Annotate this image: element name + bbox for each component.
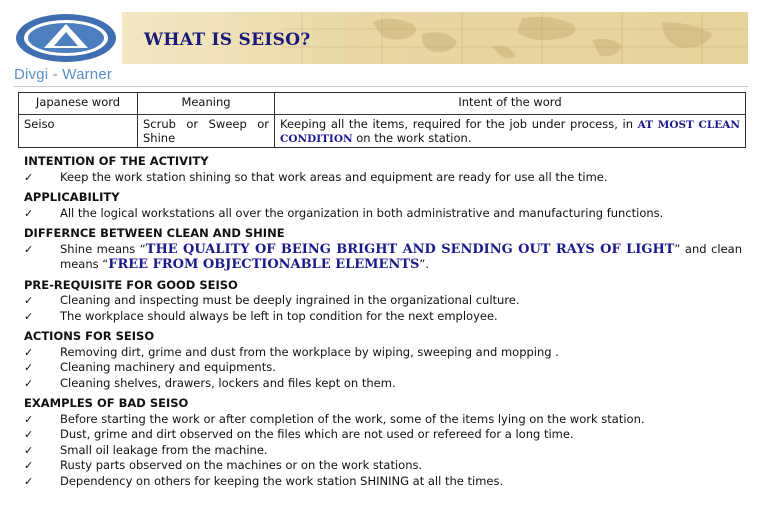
header-divider [14,86,748,87]
difference-text-2: ” and clean means “ [60,241,742,271]
list-item-text: The workplace should always be left in top condition for the next employee. [60,308,498,323]
cell-word: Seiso [19,115,138,148]
column-header-meaning: Meaning [138,93,275,115]
section-title-prerequisite: PRE-REQUISITE FOR GOOD SEISO [24,277,238,292]
section-title-examples: EXAMPLES OF BAD SEISO [24,396,189,410]
check-icon: ✓ [24,474,34,488]
shine-definition: THE QUALITY OF BEING BRIGHT AND SENDING OUT RAYS OF LIGHT [145,241,675,257]
table-row [19,115,746,148]
content-area [24,154,742,489]
list-item [24,443,742,459]
list-item-text: Rusty parts observed on the machines or on the work stations. [60,458,423,472]
check-icon: ✓ [24,443,34,457]
section-title-difference: DIFFERNCE BETWEEN CLEAN AND SHINE [24,226,285,240]
check-icon: ✓ [24,170,34,184]
check-icon: ✓ [24,412,34,426]
section-title-actions: ACTIONS FOR SEISO [24,329,155,343]
list-item-text: Before starting the work or after completion of the work, some of the items lying on the work station. [60,411,645,426]
column-header-japanese-word: Japanese word [19,93,138,115]
list-item [24,376,742,392]
list-item-text: All the logical workstations all over the organization in both administrative and manufacturing functions. [60,205,664,220]
table-header-row [19,93,746,115]
check-icon: ✓ [24,428,34,441]
brand-name: Divgi - Warner [14,66,113,83]
cell-intent [275,115,746,148]
header-banner [122,12,748,64]
logo-emblem-icon [14,12,118,64]
check-icon: ✓ [24,242,34,256]
difference-text-3: ”. [419,257,430,271]
list-item-text: Keep the work station shining so that work areas and equipment are ready for use all the time. [60,169,608,184]
list-item [24,474,742,490]
list-item [24,309,742,325]
check-icon: ✓ [24,361,34,374]
check-icon: ✓ [24,345,34,359]
intent-suffix: on the work station. [352,131,472,145]
intent-text: Keeping all the items, required for the job under process, in [280,117,638,131]
definition-table [18,92,746,148]
section-title-applicability: APPLICABILITY [24,190,120,204]
check-icon: ✓ [24,206,34,220]
column-header-intent: Intent of the word [275,93,746,115]
check-icon: ✓ [24,459,34,472]
cell-meaning: Scrub or Sweep or Shine [138,115,275,148]
list-item-text: Cleaning and inspecting must be deeply ingrained in the organizational culture. [60,293,520,307]
check-icon: ✓ [24,376,34,390]
list-item [24,412,742,428]
list-item-text: Removing dirt, grime and dust from the workplace by wiping, sweeping and mopping . [60,344,559,359]
list-item [24,170,742,186]
clean-definition: FREE FROM OBJECTIONABLE ELEMENTS [108,257,420,272]
list-item [24,427,742,443]
list-item [24,206,742,222]
list-item-text: Small oil leakage from the machine. [60,442,268,457]
list-item [24,293,742,309]
check-icon: ✓ [24,309,34,323]
list-item-text: Dust, grime and dirt observed on the files which are not used or refereed for a long time. [60,427,574,441]
list-item-text: Cleaning machinery and equipments. [60,360,276,374]
list-item [24,458,742,474]
list-item [24,345,742,361]
list-item [24,242,742,273]
list-item-text: Cleaning shelves, drawers, lockers and files kept on them. [60,375,396,390]
list-item [24,360,742,376]
check-icon: ✓ [24,294,34,307]
intent-highlight: AT MOST CLEAN CONDITION [280,119,741,145]
page-title: WHAT IS SEISO? [144,30,311,50]
difference-text-1: Shine means “ [60,241,146,256]
section-title-intention: INTENTION OF THE ACTIVITY [24,154,209,168]
list-item-text: Dependency on others for keeping the work station SHINING at all the times. [60,473,504,488]
company-logo [14,12,118,84]
